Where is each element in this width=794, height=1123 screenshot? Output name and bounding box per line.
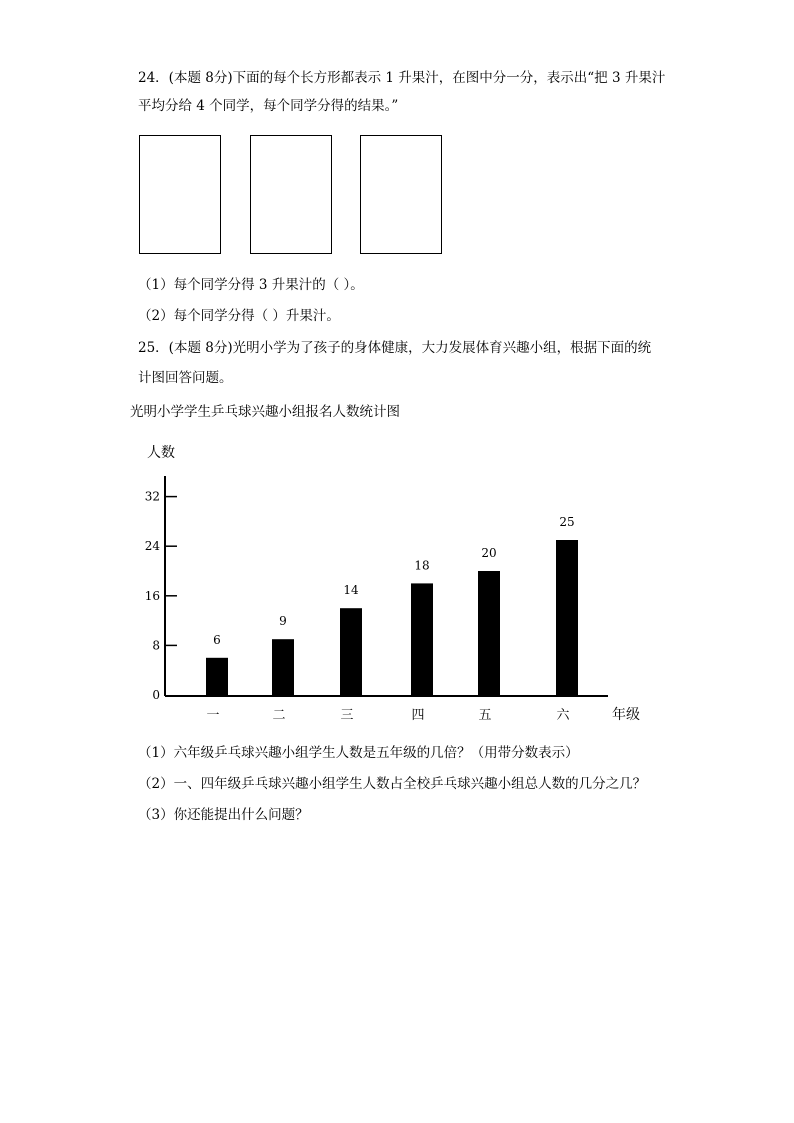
q24-line1: 24．(本题 8分)下面的每个长方形都表示 1 升果汁，在图中分一分，表示出“把 3 升果汁 xyxy=(138,70,666,86)
bar-1 xyxy=(206,658,228,695)
bar-value-label: 6 xyxy=(213,632,221,647)
q25-line1: 25．(本题 8分)光明小学为了孩子的身体健康，大力发展体育兴趣小组，根据下面的统 xyxy=(138,340,652,356)
q25-sub3: （3）你还能提出什么问题？ xyxy=(138,807,309,823)
bar-value-label: 14 xyxy=(343,583,359,598)
category-label: 六 xyxy=(556,708,570,723)
q24-sub2: （2）每个同学分得（ ）升果汁。 xyxy=(138,308,340,324)
bar-3 xyxy=(340,608,362,695)
bar-value-label: 9 xyxy=(279,614,287,629)
category-label: 三 xyxy=(340,708,354,723)
bar-value-label: 18 xyxy=(414,558,430,573)
q24-line2: 平均分给 4 个同学，每个同学分得的结果。” xyxy=(138,98,399,114)
chart-title: 光明小学学生乒乓球兴趣小组报名人数统计图 xyxy=(130,404,400,420)
bar-4 xyxy=(411,583,433,695)
category-label: 五 xyxy=(478,708,492,723)
bar-value-label: 20 xyxy=(481,546,497,560)
juice-rectangle-3[interactable] xyxy=(360,135,442,254)
q25-sub2: （2）一、四年级乒乓球兴趣小组学生人数占全校乒乓球兴趣小组总人数的几分之几？ xyxy=(138,776,647,792)
y-tick-label: 24 xyxy=(144,539,160,554)
q25-line2: 计图回答问题。 xyxy=(138,370,233,386)
y-tick-label: 0 xyxy=(152,688,160,702)
x-axis-label: 年级 xyxy=(612,707,640,723)
juice-rectangle-1[interactable] xyxy=(139,135,221,254)
y-tick-label: 32 xyxy=(144,489,160,504)
category-label: 二 xyxy=(272,708,286,723)
q24-sub1: （1）每个同学分得 3 升果汁的（ ）。 xyxy=(138,277,364,293)
juice-rectangle-2[interactable] xyxy=(250,135,332,254)
y-tick-label: 16 xyxy=(144,588,160,603)
bar-2 xyxy=(272,639,294,695)
bar-value-label: 25 xyxy=(559,515,575,529)
bar-5 xyxy=(478,571,500,695)
y-tick-label: 8 xyxy=(152,638,160,653)
bar-6 xyxy=(556,540,578,695)
q25-sub1: （1）六年级乒乓球兴趣小组学生人数是五年级的几倍？（用带分数表示） xyxy=(138,745,579,761)
category-label: 一 xyxy=(206,708,220,723)
y-axis-label: 人数 xyxy=(147,445,175,461)
category-label: 四 xyxy=(411,708,425,723)
